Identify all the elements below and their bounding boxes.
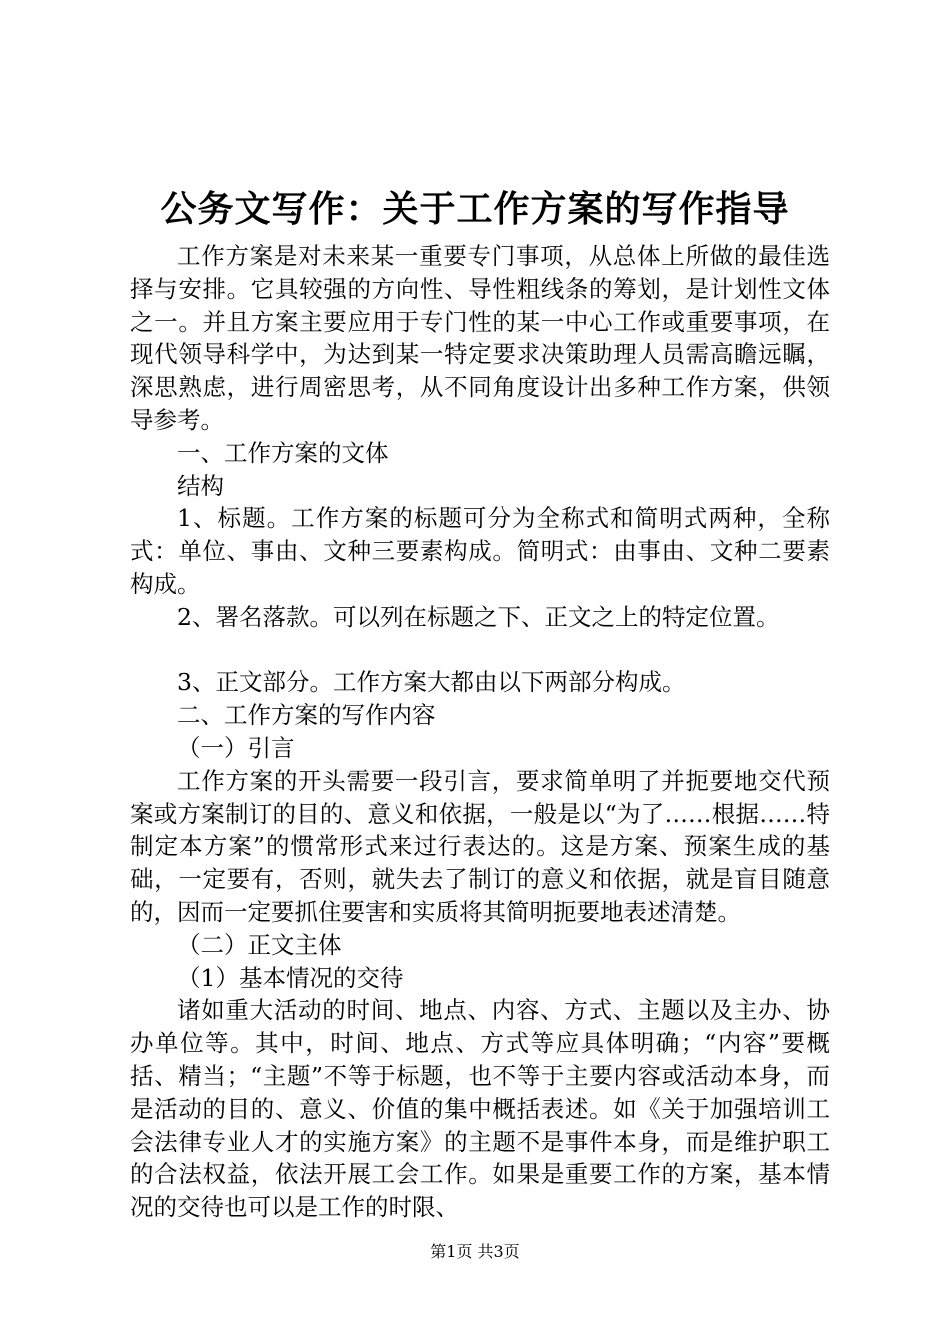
body-paragraph: 工作方案的开头需要一段引言，要求简单明了并扼要地交代预案或方案制订的目的、意义和依据，一般是以“为了……根据……特制定本方案”的惯常形式来过行表达的。这是方案、预案生成的基础，一定要有，否则，就失去了制订的意义和依据，就是盲目随意的，因而一定要抓住要害和实质将其简明扼要地表述清楚。: [130, 766, 830, 926]
section-heading: 二、工作方案的写作内容: [177, 701, 436, 730]
subheading: （一）引言: [177, 733, 295, 762]
page-number-footer: 第1页 共3页: [430, 1242, 520, 1261]
body-paragraph: 2、署名落款。可以列在标题之下、正文之上的特定位置。: [177, 602, 780, 631]
subheading: （1）基本情况的交待: [177, 963, 404, 992]
subheading: （二）正文主体: [177, 930, 342, 959]
document-title: 公务文写作：关于工作方案的写作指导: [160, 189, 790, 230]
intro-paragraph: 工作方案是对未来某一重要专门事项，从总体上所做的最佳选择与安排。它具较强的方向性、导性粗线条的筹划，是计划性文体之一。并且方案主要应用于专门性的某一中心工作或重要事项，在现代领导科学中，为达到某一特定要求决策助理人员需高瞻远瞩，深思熟虑，进行周密思考，从不同角度设计出多种工作方案，供领导参考。: [130, 242, 830, 434]
body-paragraph: 3、正文部分。工作方案大都由以下两部分构成。: [177, 668, 686, 697]
subheading: 结构: [177, 471, 224, 500]
body-paragraph: 1、标题。工作方案的标题可分为全称式和简明式两种，全称式：单位、事由、文种三要素构成。简明式：由事由、文种二要素构成。: [130, 504, 830, 598]
document-body: [130, 240, 830, 1224]
section-heading: 一、工作方案的文体: [177, 438, 389, 467]
body-paragraph: 诸如重大活动的时间、地点、内容、方式、主题以及主办、协办单位等。其中，时间、地点、方式等应具体明确；“内容”要概括、精当；“主题”不等于标题，也不等于主要内容或活动本身，而是活动的目的、意义、价值的集中概括表述。如《关于加强培训工会法律专业人才的实施方案》的主题不是事件本身，而是维护职工的合法权益，依法开展工会工作。如果是重要工作的方案，基本情况的交待也可以是工作的时限、: [130, 996, 830, 1222]
